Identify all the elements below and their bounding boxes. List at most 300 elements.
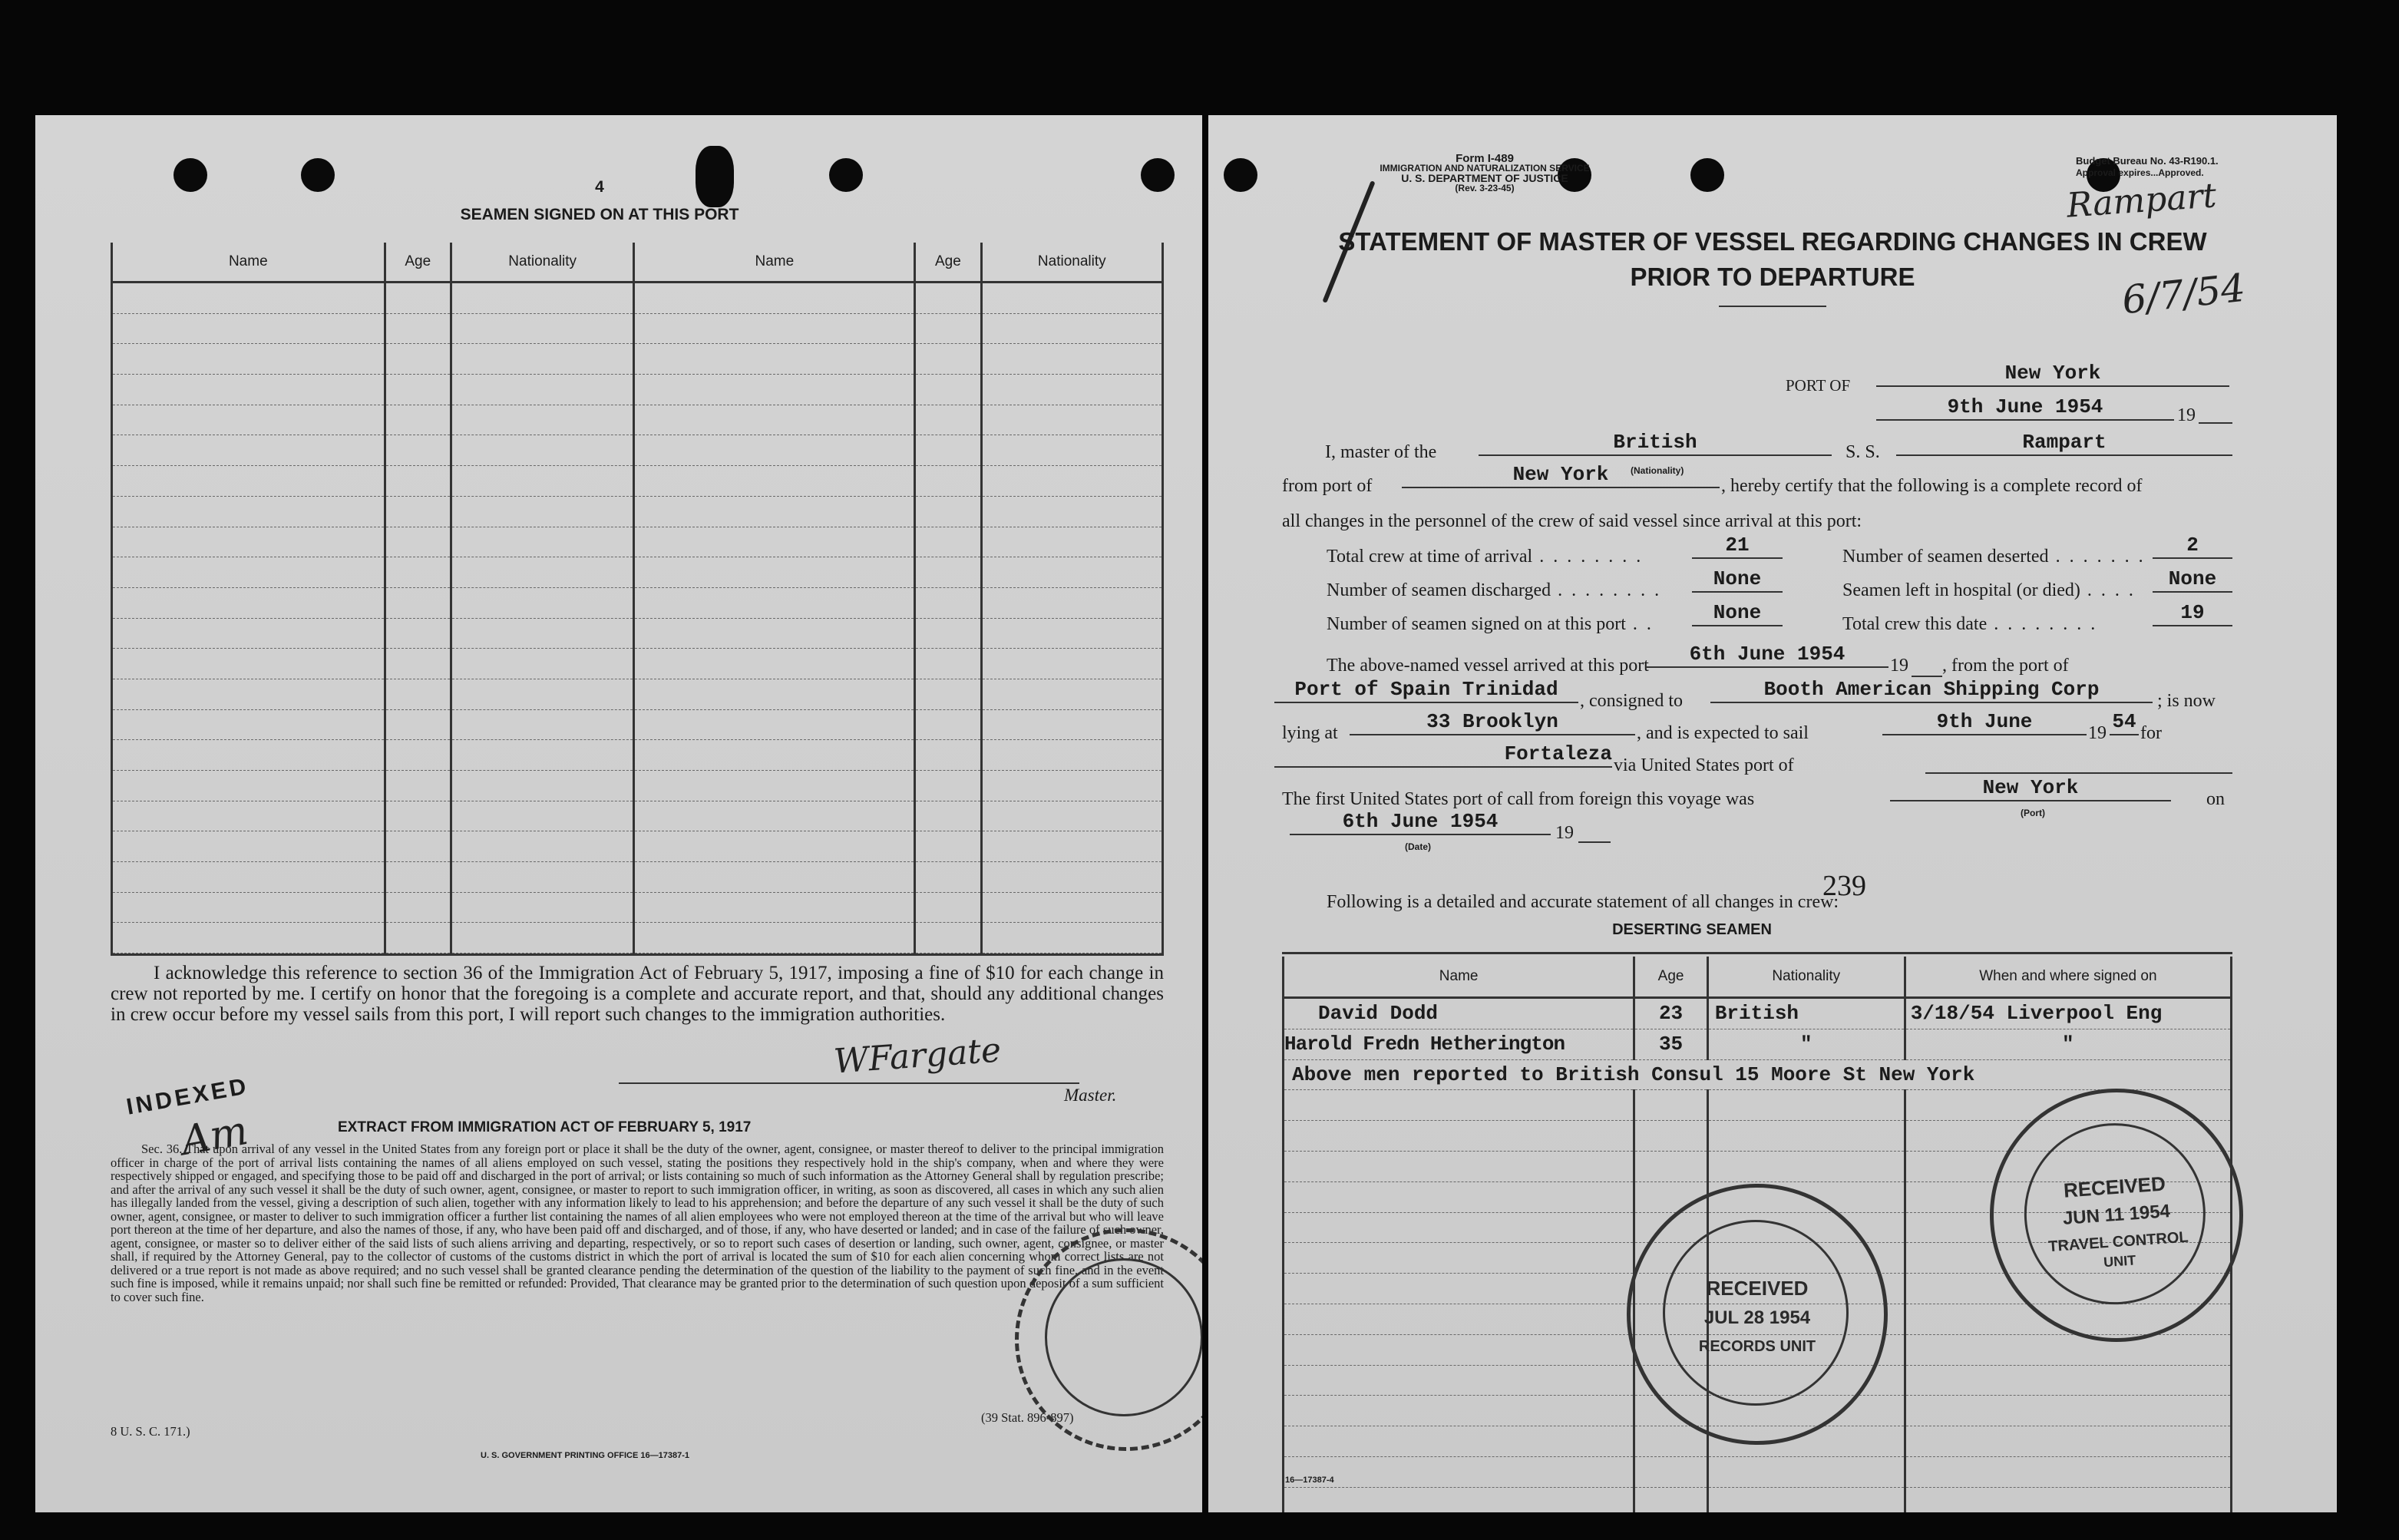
via-label: via United States port of [1614,755,1794,775]
stamp-line: RECEIVED [2063,1172,2166,1202]
table-row [112,496,1163,527]
arrived-year-line [1912,676,1942,677]
table-cell [112,375,385,405]
table-row [1284,998,2232,1029]
deserter-note: Above men reported to British Consul 15 Moore St New York [1284,1059,2232,1090]
table-cell [634,435,915,466]
lying-at-label: lying at [1282,723,1338,743]
table-cell [1284,1090,1634,1121]
page-number: 4 [595,178,604,196]
table-cell [1634,1151,1708,1181]
table-cell [1634,1090,1708,1121]
indexed-stamp: INDEXED [124,1073,251,1120]
table-cell [1905,1396,2231,1426]
table-cell [451,831,633,862]
table-row [112,740,1163,771]
table-cell [1284,1304,1634,1334]
table-cell [1284,1151,1634,1181]
table-row [112,771,1163,801]
title-rule [1719,306,1826,307]
department-name: U. S. DEPARTMENT OF JUSTICE [1401,172,1568,184]
table-cell [634,313,915,344]
is-now-label: ; is now [2157,691,2216,711]
divider [111,953,1164,956]
table-cell [981,740,1162,771]
table-cell [112,771,385,801]
table-cell [385,283,451,314]
table-cell [451,618,633,649]
table-cell [634,862,915,893]
first-date-year-line [1578,841,1611,843]
table-cell [915,283,981,314]
table-cell [385,679,451,709]
table-cell [915,587,981,618]
table-cell [451,771,633,801]
table-cell [915,435,981,466]
table-cell [1284,1456,1634,1487]
table-cell [1284,1426,1634,1457]
first-port-label: The first United States port of call from foreign this voyage was [1282,789,1755,809]
table-cell [915,375,981,405]
deserter-nationality: " [1707,1029,1905,1059]
table-cell [915,496,981,527]
table-cell [915,862,981,893]
table-cell [915,618,981,649]
table-cell [1905,1426,2231,1457]
table-cell [112,283,385,314]
table-cell [1905,1456,2231,1487]
table-cell [451,801,633,831]
table-cell [915,923,981,953]
signed-on-label: Number of seamen signed on at this port . . [1327,614,1654,634]
nationality-label: (Nationality) [1631,465,1684,476]
port-of-label: PORT OF [1786,376,1851,395]
table-row [112,405,1163,435]
table-cell [385,709,451,740]
deserted-value: 2 [2153,534,2232,559]
table-cell [451,313,633,344]
table-cell [385,618,451,649]
table-cell [112,496,385,527]
table-cell [451,649,633,679]
table-cell [634,405,915,435]
table-cell [451,344,633,375]
deserter-signed-on: 3/18/54 Liverpool Eng [1905,998,2231,1029]
first-date-value: 6th June 1954 [1290,811,1551,835]
table-cell [981,679,1162,709]
table-cell [385,344,451,375]
table-cell [915,649,981,679]
table-cell [1634,1121,1708,1152]
table-cell [385,862,451,893]
column-header: Nationality [981,243,1162,283]
origin-value: Port of Spain Trinidad [1274,679,1578,703]
table-row [112,892,1163,923]
table-cell [634,831,915,862]
table-cell [112,709,385,740]
hospital-label: Seamen left in hospital (or died) . . . . [1842,580,2136,600]
table-cell [385,527,451,557]
table-cell [451,405,633,435]
stamp-line: RECEIVED [1706,1277,1809,1300]
table-row [1284,1029,2232,1059]
table-cell [112,862,385,893]
table-cell [915,344,981,375]
stamp-line: UNIT [2103,1252,2136,1271]
arrived-year-prefix: 19 [1890,656,1908,676]
deserter-signed-on: " [1905,1029,2231,1059]
table-cell [1905,1334,2231,1365]
table-cell [385,649,451,679]
table-cell [634,923,915,953]
table-cell [634,740,915,771]
table-cell [112,649,385,679]
table-cell [915,527,981,557]
table-cell [981,831,1162,862]
first-port-value: New York [1890,777,2171,801]
column-header: When and where signed on [1905,957,2231,998]
deserter-age: 23 [1634,998,1708,1029]
column-header: Age [915,243,981,283]
table-cell [634,557,915,588]
table-cell [385,892,451,923]
table-cell [451,892,633,923]
form-number: Form I-489 [1456,152,1514,165]
punch-hole [1224,158,1257,192]
table-cell [451,283,633,314]
table-top-rule [1282,952,2232,954]
records-unit-stamp [1627,1184,1888,1445]
table-cell [1284,1212,1634,1243]
acknowledgement-text: I acknowledge this reference to section 36 of the Immigration Act of February 5, 1917, imposing a fine of $10 for each change in crew not reported by me. I certify on honor that the foregoing is a complete and accurate report, and that, should any additional changes in crew occur before my vessel sails from this port, I will report such changes to the immigration authorities. [111,963,1164,1025]
table-cell [451,466,633,497]
table-cell [981,557,1162,588]
table-cell [112,679,385,709]
table-cell [451,496,633,527]
table-cell [385,771,451,801]
deserting-heading: DESERTING SEAMEN [1612,921,1772,938]
table-cell [451,435,633,466]
form-subtitle: PRIOR TO DEPARTURE [1630,263,1915,291]
budget-bureau: Budget Bureau No. 43-R190.1. [2076,155,2219,167]
deserter-name: David Dodd [1284,998,1634,1029]
table-cell [1284,1121,1634,1152]
table-cell [385,375,451,405]
table-row [112,649,1163,679]
table-cell [385,496,451,527]
table-cell [385,435,451,466]
discharged-value: None [1692,568,1783,593]
table-cell [385,466,451,497]
agency-name: IMMIGRATION AND NATURALIZATION SERVICE [1380,163,1590,173]
table-cell [981,892,1162,923]
table-row [1284,1456,2232,1487]
table-cell [915,679,981,709]
printing-office: U. S. GOVERNMENT PRINTING OFFICE 16—17387-1 [481,1451,690,1460]
deserter-nationality: British [1707,998,1905,1029]
table-cell [112,466,385,497]
table-cell [1634,1487,1708,1512]
table-row [1284,1059,2232,1090]
year-prefix: 19 [2177,405,2196,425]
table-cell [981,313,1162,344]
via-line [1925,772,2232,774]
stamp-line: TRAVEL CONTROL [2047,1228,2189,1256]
table-cell [634,649,915,679]
discharged-label: Number of seamen discharged . . . . . . . . [1327,580,1662,600]
handwritten-ship-name: Rampart [2065,176,2218,226]
table-cell [1284,1181,1634,1212]
crew-this-date-value: 19 [2153,602,2232,626]
for-label: for [2140,723,2162,743]
table-cell [112,344,385,375]
table-cell [1905,1365,2231,1396]
extract-title: EXTRACT FROM IMMIGRATION ACT OF FEBRUARY 5, 1917 [338,1119,752,1135]
total-crew-label: Total crew at time of arrival . . . . . . . . [1327,547,1644,567]
table-cell [1707,1151,1905,1181]
hospital-value: None [2153,568,2232,593]
table-cell [385,740,451,771]
consignee-value: Booth American Shipping Corp [1710,679,2153,703]
arrived-value: 6th June 1954 [1646,643,1888,668]
table-cell [634,679,915,709]
from-the-port-label: , from the port of [1942,656,2069,676]
table-cell [1284,1396,1634,1426]
table-cell [451,709,633,740]
table-cell [451,527,633,557]
table-cell [1707,1456,1905,1487]
table-row [112,313,1163,344]
table-cell [981,587,1162,618]
table-cell [634,892,915,923]
table-cell [385,557,451,588]
page-code: 239 [1822,870,1866,902]
table-cell [915,740,981,771]
table-row [112,283,1163,314]
ss-label: S. S. [1846,442,1880,462]
revision-date: (Rev. 3-23-45) [1455,183,1515,193]
all-changes-text: all changes in the personnel of the crew of said vessel since arrival at this port: [1282,511,1862,531]
table-cell [112,618,385,649]
table-cell [915,831,981,862]
table-cell [385,923,451,953]
column-header: Name [634,243,915,283]
table-cell [915,892,981,923]
form-title: STATEMENT OF MASTER OF VESSEL REGARDING CHANGES IN CREW [1338,227,2207,256]
sail-year: 54 [2110,711,2139,735]
consigned-label: , consigned to [1580,691,1683,711]
table-cell [981,618,1162,649]
total-crew-value: 21 [1692,534,1783,559]
table-cell [112,527,385,557]
table-cell [451,375,633,405]
master-signature: WFargate [832,1030,1003,1082]
column-header: Name [112,243,385,283]
table-cell [634,283,915,314]
following-text: Following is a detailed and accurate statement of all changes in crew: [1327,892,1839,912]
table-cell [385,313,451,344]
table-cell [981,923,1162,953]
table-cell [981,375,1162,405]
date-sublabel: (Date) [1405,841,1432,852]
signed-on-value: None [1692,602,1783,626]
table-cell [112,405,385,435]
signature-line [619,1082,1079,1084]
right-page [1208,115,2337,1512]
column-header: Nationality [451,243,633,283]
table-cell [981,496,1162,527]
column-header: Name [1284,957,1634,998]
table-cell [915,405,981,435]
table-cell [981,466,1162,497]
deserted-label: Number of seamen deserted . . . . . . . [1842,547,2146,567]
table-cell [981,527,1162,557]
table-cell [1634,1426,1708,1457]
nationality-value: British [1479,431,1832,456]
master-of-label: I, master of the [1325,442,1437,462]
table-cell [451,557,633,588]
deserter-name: Harold Fredn Hetherington [1284,1029,1634,1059]
punch-hole [1690,158,1724,192]
table-cell [981,283,1162,314]
table-cell [112,587,385,618]
table-cell [1707,1090,1905,1121]
crew-this-date-label: Total crew this date . . . . . . . . [1842,614,2098,634]
left-page [35,115,1202,1512]
table-cell [981,344,1162,375]
table-cell [112,831,385,862]
table-cell [634,496,915,527]
table-cell [451,679,633,709]
printing-code: 16—17387-4 [1285,1476,1334,1485]
table-cell [915,466,981,497]
table-cell [634,375,915,405]
table-cell [634,771,915,801]
deserter-age: 35 [1634,1029,1708,1059]
table-cell [981,435,1162,466]
table-cell [981,801,1162,831]
handwritten-date: 6/7/54 [2120,265,2248,323]
table-cell [981,771,1162,801]
table-cell [1707,1487,1905,1512]
signed-on-heading: SEAMEN SIGNED ON AT THIS PORT [460,206,739,223]
table-cell [1284,1487,1634,1512]
sail-year-prefix: 19 [2088,723,2107,743]
table-row [112,801,1163,831]
table-cell [915,557,981,588]
arrived-label: The above-named vessel arrived at this port [1327,656,1649,676]
master-label: Master. [1064,1086,1117,1105]
table-cell [915,801,981,831]
table-row [112,709,1163,740]
citation-left: 8 U. S. C. 171.) [111,1424,190,1439]
table-cell [981,862,1162,893]
table-cell [451,923,633,953]
table-row [112,527,1163,557]
stamp-date: JUN 11 1954 [2062,1201,2171,1229]
approval: Approval expires...Approved. [2076,167,2204,178]
table-cell [915,771,981,801]
table-cell [1284,1274,1634,1304]
table-cell [112,557,385,588]
table-row [112,862,1163,893]
first-date-year-prefix: 19 [1555,823,1574,843]
sail-value: 9th June [1882,711,2087,735]
table-cell [1284,1243,1634,1274]
ship-value: Rampart [1896,431,2232,456]
table-cell [1284,1334,1634,1365]
table-cell [385,405,451,435]
table-row [112,831,1163,862]
signed-on-table [111,243,1164,953]
table-cell [915,313,981,344]
table-cell [634,801,915,831]
table-cell [385,801,451,831]
table-cell [634,587,915,618]
table-cell [634,466,915,497]
table-cell [112,801,385,831]
table-cell [451,587,633,618]
table-row [112,679,1163,709]
table-cell [634,527,915,557]
table-row [112,435,1163,466]
table-cell [112,923,385,953]
indexed-initials: Am [177,1107,252,1165]
stamp-line: RECORDS UNIT [1698,1338,1816,1355]
table-cell [451,740,633,771]
table-cell [385,587,451,618]
port-of-value: New York [1876,362,2229,387]
table-row [112,618,1163,649]
table-cell [634,344,915,375]
column-header: Age [385,243,451,283]
column-header: Nationality [1707,957,1905,998]
table-cell [1634,1456,1708,1487]
table-cell [1905,1487,2231,1512]
table-row [112,587,1163,618]
table-cell [112,892,385,923]
on-label: on [2206,789,2225,809]
from-port-label: from port of [1282,476,1373,496]
year-line [2199,422,2232,424]
citation-right: (39 Stat. 896-897) [981,1410,1074,1425]
torn-hole [696,146,734,207]
destination-value: Fortaleza [1274,743,1612,768]
from-port-value: New York [1402,464,1720,488]
column-header: Age [1634,957,1708,998]
table-row [112,557,1163,588]
table-cell [112,313,385,344]
expected-label: , and is expected to sail [1637,723,1809,743]
table-cell [981,405,1162,435]
table-cell [112,435,385,466]
table-row [1284,1487,2232,1512]
table-cell [451,862,633,893]
extract-body: Sec. 36. That upon arrival of any vessel in the United States from any foreign port or place it shall be the duty of the owner, agent, consignee, or master thereof to deliver to the principal immigration officer in charge of the port of arrival lists containing the names of all aliens employed on such vessel, stating the positions they respectively hold in the ship's company, when and where they were respectively shipped or engaged, and specifying those to be paid off and discharged in the port of arrival; or lists containing so much of such information as the Attorney General shall by regulation prescribe; and after the arrival of any such vessel it shall be the duty of such owner, agent, consignee, or master to report to such immigration officer, in writing, as soon as discovered, all cases in which any such alien has illegally landed from the vessel, giving a description of such alien, together with any information likely to lead to his apprehension; and before the departure of any such vessel it shall be the duty of such owner, agent, consignee, or master to deliver to such immigration officer a further list containing the names of all alien employees who were not employed thereon at the time of the arrival but who will leave port thereon at the time of her departure, and also the names of those, if any, who have been paid off and discharged, and of those, if any, who have deserted or landed; and in case of the failure of such owner, agent, consignee, or master so to deliver either of the said lists of such aliens arriving and departing, respectively, or so to report such cases of desertion or landing, such owner, agent, consignee, or master shall, if required by the Attorney General, pay to the collector of customs of the customs district in which the port of arrival is located the sum of $10 for each alien concerning whom correct lists are not delivered or a true report is not made as above required; and no such vessel shall be granted clearance pending the determination of the question of the liability to the payment of such fine, and in the event such fine is imposed, while it remains unpaid; nor shall such fine be remitted or refunded: Provided, That clearance may be granted prior to the determination of such question upon deposit of a sum sufficient to cover such fine. [111,1142,1164,1304]
table-cell [112,740,385,771]
lying-value: 33 Brooklyn [1350,711,1635,735]
form-header [1277,154,1692,193]
stamp-date: JUL 28 1954 [1703,1307,1811,1328]
port-sublabel: (Port) [2021,808,2045,818]
table-cell [1707,1121,1905,1152]
table-cell [915,709,981,740]
table-row [112,344,1163,375]
table-row [112,923,1163,953]
table-cell [981,649,1162,679]
certify-text: , hereby certify that the following is a complete record of [1721,476,2143,496]
date-value: 9th June 1954 [1876,396,2174,421]
